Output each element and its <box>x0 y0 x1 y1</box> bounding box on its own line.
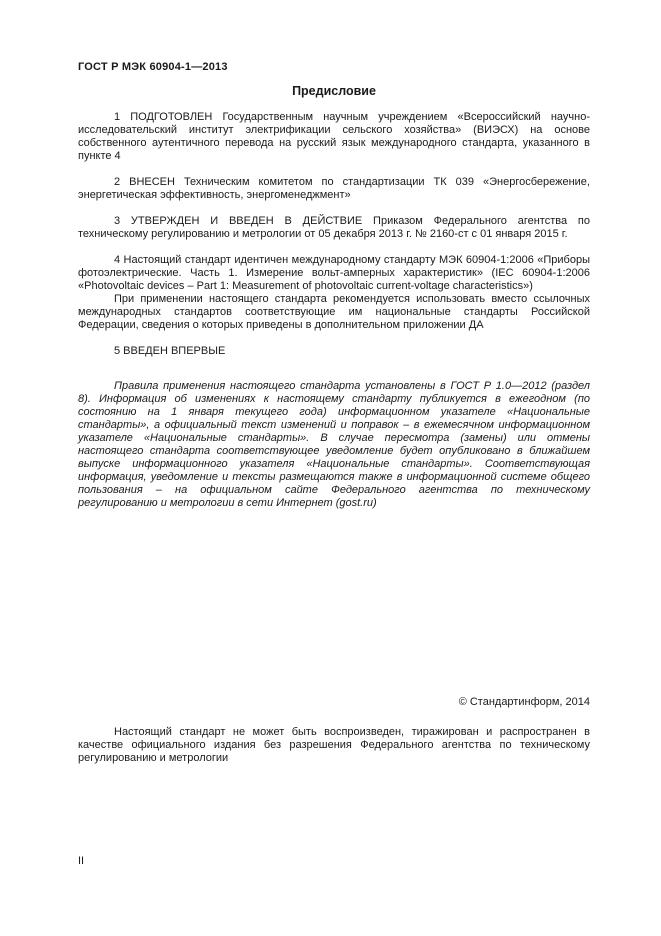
reproduction-restriction-note: Настоящий стандарт не может быть воспроизведен, тиражирован и распространен в качестве официального издания без разрешения Федерального агентства по техническому регулированию и метрологии <box>78 726 590 764</box>
application-rules-note: Правила применения настоящего стандарта установлены в ГОСТ Р 1.0—2012 (раздел 8). Информация об изменениях к настоящему стандарту публикуется в ежегодном (по состоянию на 1 января текущего года) информационном указателе «Национальные стандарты», а официальный текст изменений и поправок – в ежемесячном информационном указателе «Национальные стандарты». В случае пересмотра (замены) или отмены настоящего стандарта соответствующее уведомление будет опубликовано в ближайшем выпуске информационного указателя «Национальные стандарты». Соответствующая информация, уведомление и тексты размещаются также в информационной системе общего пользования – на официальном сайте Федерального агентства по техническому регулированию и метрологии в сети Интернет (gost.ru) <box>78 380 590 509</box>
copyright-notice: © Стандартинформ, 2014 <box>458 696 590 708</box>
standard-designation: ГОСТ Р МЭК 60904-1—2013 <box>78 61 228 73</box>
foreword-item-2: 2 ВНЕСЕН Техническим комитетом по стандартизации ТК 039 «Энергосбережение, энергетическая эффективность, энергоменеджмент» <box>78 176 590 201</box>
foreword-body <box>78 111 590 523</box>
page-title: Предисловие <box>292 84 376 98</box>
foreword-item-4: 4 Настоящий стандарт идентичен международному стандарту МЭК 60904-1:2006 «Приборы фотоэлектрические. Часть 1. Измерение вольт-амперных характеристик» (IEC 60904-1:2006 «Photovoltaic devices – Part 1: Measurement of photovoltaic current-voltage characteristics») <box>78 254 590 292</box>
foreword-item-3: 3 УТВЕРЖДЕН И ВВЕДЕН В ДЕЙСТВИЕ Приказом Федерального агентства по техническому регулированию и метрологии от 05 декабря 2013 г. № 2160-ст с 01 января 2015 г. <box>78 215 590 240</box>
page-number: II <box>78 855 85 867</box>
foreword-item-5: 5 ВВЕДЕН ВПЕРВЫЕ <box>114 345 226 357</box>
foreword-item-4-continuation: При применении настоящего стандарта рекомендуется использовать вместо ссылочных международных стандартов соответствующие им национальные стандарты Российской Федерации, сведения о которых приведены в дополнительном приложении ДА <box>78 293 590 331</box>
foreword-item-1: 1 ПОДГОТОВЛЕН Государственным научным учреждением «Всероссийский научно-исследовательский институт электрификации сельского хозяйства» (ВИЭСХ) на основе собственного аутентичного перевода на русский язык международного стандарта, указанного в пункте 4 <box>78 111 590 162</box>
